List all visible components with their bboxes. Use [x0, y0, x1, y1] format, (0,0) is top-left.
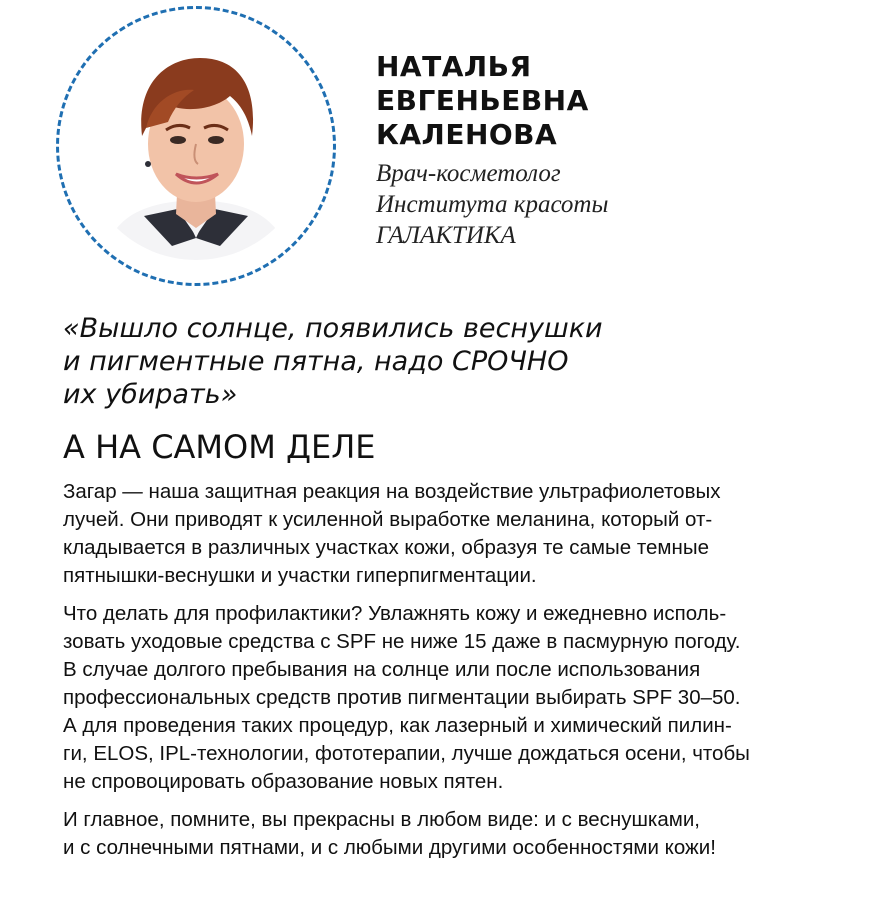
myth-quote [63, 312, 863, 411]
paragraph-tan [63, 478, 883, 590]
expert-position [376, 158, 608, 251]
text-line: пятнышки-веснушки и участки гиперпигментации. [63, 564, 537, 587]
article-body [63, 478, 883, 872]
text-line: Загар — наша защитная реакция на воздействие ультрафиолетовых [63, 480, 721, 503]
text-line: ги, ELOS, IPL-технологии, фототерапии, лучше дождаться осени, чтобы [63, 742, 750, 765]
text-line: И главное, помните, вы прекрасны в любом виде: и с веснушками, [63, 808, 700, 831]
text-line: не спровоцировать образование новых пятен. [63, 770, 504, 793]
text-line: В случае долгого пребывания на солнце или после использования [63, 658, 701, 681]
text-line: лучей. Они приводят к усиленной выработке меланина, который от- [63, 508, 713, 531]
expert-name-line: КАЛЕНОВА [376, 118, 558, 151]
paragraph-conclusion [63, 806, 883, 862]
text-line: А для проведения таких процедур, как лазерный и химический пилин- [63, 714, 732, 737]
section-title: А НА САМОМ ДЕЛЕ [63, 428, 376, 466]
text-line: зовать уходовые средства с SPF не ниже 15 даже в пасмурную погоду. [63, 630, 741, 653]
quote-line: и пигментные пятна, надо СРОЧНО [63, 346, 569, 377]
expert-position-line: Института красоты [376, 191, 609, 218]
expert-position-line: Врач-косметолог [376, 160, 561, 187]
text-line: кладывается в различных участках кожи, образуя те самые темные [63, 536, 709, 559]
text-line: профессиональных средств против пигментации выбирать SPF 30–50. [63, 686, 741, 709]
paragraph-prevention [63, 600, 883, 796]
quote-line: их убирать» [63, 379, 238, 410]
text-line: Что делать для профилактики? Увлажнять кожу и ежедневно исполь- [63, 602, 727, 625]
expert-photo [82, 32, 310, 260]
expert-name [376, 50, 589, 152]
expert-name-line: ЕВГЕНЬЕВНА [376, 84, 589, 117]
expert-name-line: НАТАЛЬЯ [376, 50, 532, 83]
expert-position-line: ГАЛАКТИКА [376, 222, 516, 249]
quote-line: «Вышло солнце, появились веснушки [63, 313, 603, 344]
text-line: и с солнечными пятнами, и с любыми другими особенностями кожи! [63, 836, 716, 859]
